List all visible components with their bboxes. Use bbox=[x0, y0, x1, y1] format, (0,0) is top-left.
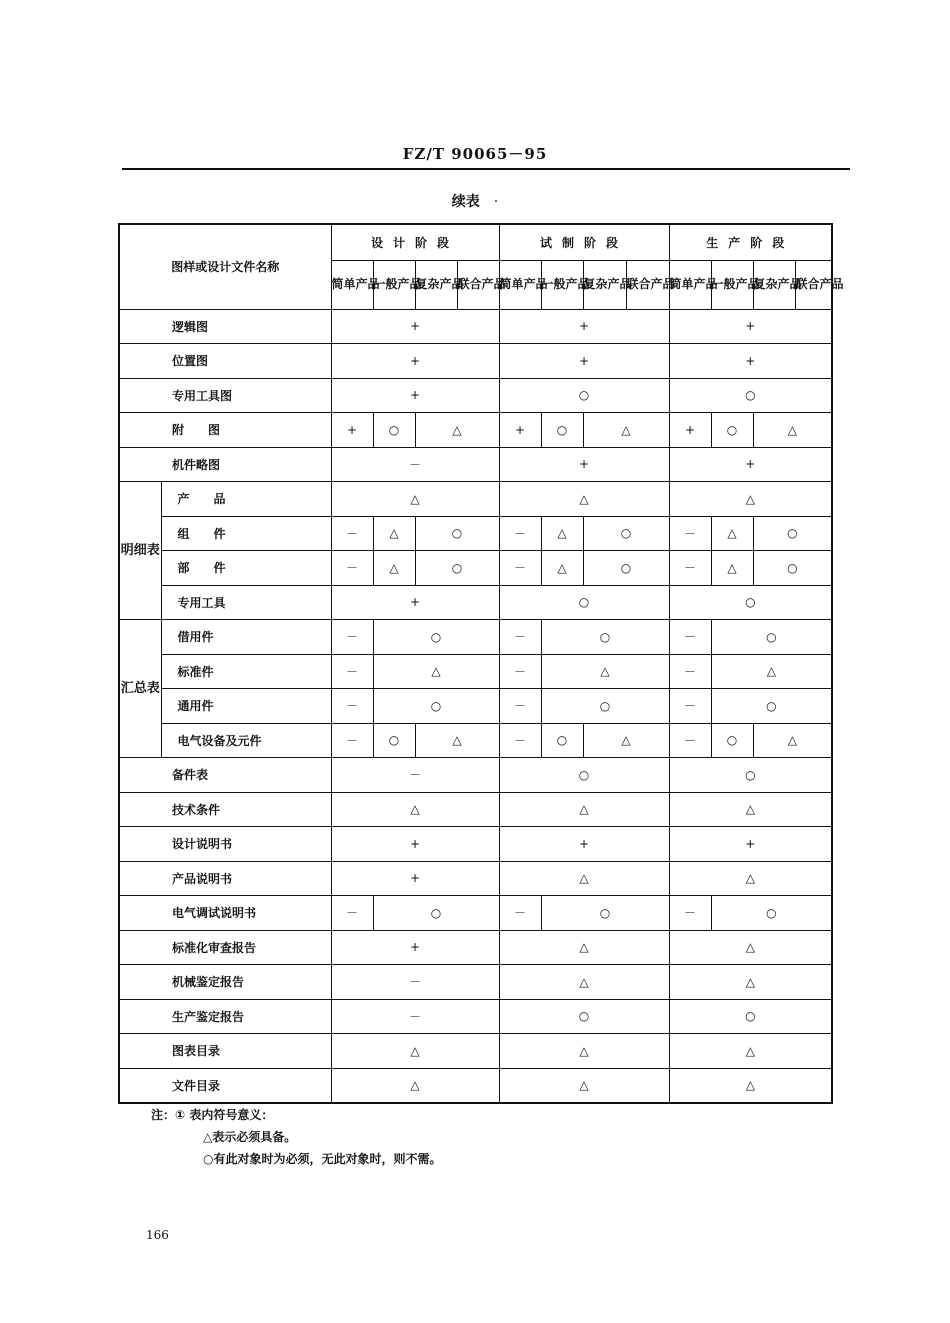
table-row bbox=[119, 654, 832, 689]
row-group-label: 明细表 bbox=[119, 482, 161, 620]
symbol-cell: △ bbox=[499, 965, 669, 1000]
symbol-cell: ○ bbox=[541, 896, 669, 931]
requirements-table-wrapper bbox=[118, 223, 844, 1104]
symbol-cell: △ bbox=[499, 482, 669, 517]
row-label: 标准件 bbox=[161, 654, 331, 689]
row-label: 组 件 bbox=[161, 516, 331, 551]
symbol-cell: △ bbox=[583, 413, 669, 448]
symbol-cell: ○ bbox=[669, 378, 832, 413]
symbol-cell: ○ bbox=[541, 413, 583, 448]
table-row bbox=[119, 585, 832, 620]
symbol-cell: △ bbox=[331, 1068, 499, 1103]
row-label: 专用工具图 bbox=[119, 378, 331, 413]
row-label: 技术条件 bbox=[119, 792, 331, 827]
symbol-cell: ○ bbox=[541, 620, 669, 655]
symbol-cell: ○ bbox=[711, 896, 832, 931]
table-row bbox=[119, 930, 832, 965]
note-line-3: ○有此对象时为必须，无此对象时，则不需。 bbox=[203, 1152, 442, 1166]
table-row bbox=[119, 965, 832, 1000]
symbol-cell: － bbox=[669, 620, 711, 655]
symbol-cell: ○ bbox=[541, 723, 583, 758]
symbol-cell: △ bbox=[669, 930, 832, 965]
symbol-cell: △ bbox=[373, 516, 415, 551]
symbol-cell: + bbox=[331, 344, 499, 379]
symbol-cell: ○ bbox=[499, 378, 669, 413]
symbol-cell: △ bbox=[669, 965, 832, 1000]
table-notes bbox=[151, 1104, 441, 1170]
symbol-cell: ○ bbox=[583, 516, 669, 551]
symbol-cell: + bbox=[669, 413, 711, 448]
symbol-cell: ○ bbox=[669, 999, 832, 1034]
product-type-header: 联合产品 bbox=[626, 260, 669, 309]
symbol-cell: △ bbox=[669, 792, 832, 827]
symbol-cell: ○ bbox=[753, 551, 832, 586]
row-label: 标准化审查报告 bbox=[119, 930, 331, 965]
symbol-cell: △ bbox=[499, 861, 669, 896]
row-label: 部 件 bbox=[161, 551, 331, 586]
symbol-cell: △ bbox=[669, 1034, 832, 1069]
symbol-cell: △ bbox=[331, 792, 499, 827]
symbol-cell: △ bbox=[331, 482, 499, 517]
product-type-header: 复杂产品 bbox=[415, 260, 457, 309]
table-row bbox=[119, 1068, 832, 1103]
table-row bbox=[119, 620, 832, 655]
symbol-cell: △ bbox=[669, 1068, 832, 1103]
symbol-cell: － bbox=[331, 723, 373, 758]
symbol-cell: － bbox=[331, 654, 373, 689]
row-label: 备件表 bbox=[119, 758, 331, 793]
symbol-cell: ○ bbox=[711, 620, 832, 655]
row-label: 电气调试说明书 bbox=[119, 896, 331, 931]
symbol-cell: △ bbox=[669, 861, 832, 896]
symbol-cell: △ bbox=[415, 723, 499, 758]
product-type-header: 一般产品 bbox=[373, 260, 415, 309]
row-label: 机件略图 bbox=[119, 447, 331, 482]
page-number: 166 bbox=[146, 1228, 169, 1242]
symbol-cell: ○ bbox=[499, 585, 669, 620]
symbol-cell: + bbox=[331, 585, 499, 620]
row-label: 专用工具 bbox=[161, 585, 331, 620]
symbol-cell: △ bbox=[373, 654, 499, 689]
symbol-cell: ○ bbox=[753, 516, 832, 551]
row-group-label: 汇总表 bbox=[119, 620, 161, 758]
symbol-cell: ○ bbox=[541, 689, 669, 724]
symbol-cell: － bbox=[331, 447, 499, 482]
stage-header: 试制阶段 bbox=[499, 224, 669, 260]
symbol-cell: △ bbox=[373, 551, 415, 586]
symbol-cell: － bbox=[499, 654, 541, 689]
symbol-cell: + bbox=[669, 344, 832, 379]
table-row bbox=[119, 896, 832, 931]
symbol-cell: △ bbox=[583, 723, 669, 758]
symbol-cell: △ bbox=[541, 551, 583, 586]
product-type-header: 简单产品 bbox=[499, 260, 541, 309]
symbol-cell: － bbox=[499, 689, 541, 724]
symbol-cell: － bbox=[669, 896, 711, 931]
symbol-cell: － bbox=[331, 689, 373, 724]
symbol-cell: － bbox=[499, 620, 541, 655]
row-label: 电气设备及元件 bbox=[161, 723, 331, 758]
symbol-cell: + bbox=[499, 344, 669, 379]
product-type-header: 一般产品 bbox=[711, 260, 753, 309]
symbol-cell: △ bbox=[499, 1034, 669, 1069]
symbol-cell: △ bbox=[331, 1034, 499, 1069]
row-label: 附 图 bbox=[119, 413, 331, 448]
symbol-cell: ○ bbox=[373, 896, 499, 931]
symbol-cell: + bbox=[669, 827, 832, 862]
note-line-2: △表示必须具备。 bbox=[203, 1130, 297, 1144]
symbol-cell: + bbox=[331, 309, 499, 344]
table-row bbox=[119, 689, 832, 724]
symbol-cell: － bbox=[499, 896, 541, 931]
symbol-cell: － bbox=[331, 965, 499, 1000]
table-row bbox=[119, 413, 832, 448]
symbol-cell: － bbox=[669, 551, 711, 586]
row-label: 产品说明书 bbox=[119, 861, 331, 896]
note-line-1: 注：① 表内符号意义： bbox=[151, 1108, 274, 1122]
symbol-cell: ○ bbox=[669, 758, 832, 793]
row-label: 位置图 bbox=[119, 344, 331, 379]
symbol-cell: ○ bbox=[583, 551, 669, 586]
product-type-header: 复杂产品 bbox=[753, 260, 795, 309]
requirements-table bbox=[118, 223, 844, 1104]
symbol-cell: ○ bbox=[415, 551, 499, 586]
symbol-cell: － bbox=[669, 516, 711, 551]
title-dot: · bbox=[493, 194, 499, 210]
symbol-cell: ○ bbox=[373, 689, 499, 724]
row-label: 产 品 bbox=[161, 482, 331, 517]
symbol-cell: － bbox=[331, 551, 373, 586]
symbol-cell: △ bbox=[711, 516, 753, 551]
row-label: 借用件 bbox=[161, 620, 331, 655]
table-row bbox=[119, 827, 832, 862]
symbol-cell: △ bbox=[499, 792, 669, 827]
row-label: 生产鉴定报告 bbox=[119, 999, 331, 1034]
symbol-cell: － bbox=[499, 723, 541, 758]
symbol-cell: △ bbox=[415, 413, 499, 448]
row-label: 机械鉴定报告 bbox=[119, 965, 331, 1000]
symbol-cell: ○ bbox=[373, 413, 415, 448]
table-continued-title bbox=[0, 191, 950, 211]
symbol-cell: + bbox=[499, 827, 669, 862]
name-column-header: 图样或设计文件名称 bbox=[119, 224, 331, 309]
symbol-cell: ○ bbox=[373, 723, 415, 758]
table-row bbox=[119, 447, 832, 482]
symbol-cell: △ bbox=[753, 723, 832, 758]
symbol-cell: + bbox=[669, 447, 832, 482]
symbol-cell: － bbox=[669, 654, 711, 689]
header-row-stages bbox=[119, 224, 832, 260]
table-row bbox=[119, 551, 832, 586]
symbol-cell: － bbox=[669, 689, 711, 724]
product-type-header: 一般产品 bbox=[541, 260, 583, 309]
continued-label: 续表 bbox=[451, 194, 480, 210]
symbol-cell: + bbox=[499, 309, 669, 344]
table-row bbox=[119, 723, 832, 758]
symbol-cell: △ bbox=[669, 482, 832, 517]
product-type-header: 简单产品 bbox=[331, 260, 373, 309]
row-label: 图表目录 bbox=[119, 1034, 331, 1069]
symbol-cell: + bbox=[331, 413, 373, 448]
symbol-cell: + bbox=[499, 413, 541, 448]
table-row bbox=[119, 309, 832, 344]
product-type-header: 复杂产品 bbox=[583, 260, 626, 309]
table-row bbox=[119, 758, 832, 793]
header-rule bbox=[122, 168, 850, 170]
symbol-cell: － bbox=[331, 516, 373, 551]
symbol-cell: － bbox=[331, 896, 373, 931]
symbol-cell: － bbox=[499, 551, 541, 586]
symbol-cell: ○ bbox=[415, 516, 499, 551]
row-label: 设计说明书 bbox=[119, 827, 331, 862]
symbol-cell: ○ bbox=[373, 620, 499, 655]
symbol-cell: ○ bbox=[711, 689, 832, 724]
symbol-cell: △ bbox=[499, 1068, 669, 1103]
symbol-cell: ○ bbox=[499, 999, 669, 1034]
row-label: 逻辑图 bbox=[119, 309, 331, 344]
product-type-header: 联合产品 bbox=[795, 260, 832, 309]
symbol-cell: + bbox=[669, 309, 832, 344]
symbol-cell: － bbox=[331, 999, 499, 1034]
symbol-cell: △ bbox=[499, 930, 669, 965]
symbol-cell: △ bbox=[711, 654, 832, 689]
table-row bbox=[119, 1034, 832, 1069]
symbol-cell: + bbox=[331, 930, 499, 965]
symbol-cell: + bbox=[331, 378, 499, 413]
symbol-cell: + bbox=[499, 447, 669, 482]
stage-header: 设计阶段 bbox=[331, 224, 499, 260]
symbol-cell: + bbox=[331, 827, 499, 862]
table-row bbox=[119, 792, 832, 827]
symbol-cell: + bbox=[331, 861, 499, 896]
symbol-cell: ○ bbox=[711, 723, 753, 758]
symbol-cell: － bbox=[331, 620, 373, 655]
table-row bbox=[119, 344, 832, 379]
table-row bbox=[119, 861, 832, 896]
symbol-cell: ○ bbox=[669, 585, 832, 620]
product-type-header: 联合产品 bbox=[457, 260, 499, 309]
symbol-cell: － bbox=[331, 758, 499, 793]
symbol-cell: △ bbox=[753, 413, 832, 448]
row-label: 通用件 bbox=[161, 689, 331, 724]
symbol-cell: － bbox=[669, 723, 711, 758]
product-type-header: 简单产品 bbox=[669, 260, 711, 309]
document-code: FZ/T 90065－95 bbox=[402, 145, 548, 163]
table-row bbox=[119, 378, 832, 413]
symbol-cell: △ bbox=[541, 654, 669, 689]
table-row bbox=[119, 516, 832, 551]
row-label: 文件目录 bbox=[119, 1068, 331, 1103]
symbol-cell: △ bbox=[541, 516, 583, 551]
symbol-cell: ○ bbox=[711, 413, 753, 448]
table-row bbox=[119, 999, 832, 1034]
symbol-cell: △ bbox=[711, 551, 753, 586]
table-row bbox=[119, 482, 832, 517]
symbol-cell: ○ bbox=[499, 758, 669, 793]
symbol-cell: － bbox=[499, 516, 541, 551]
stage-header: 生产阶段 bbox=[669, 224, 832, 260]
